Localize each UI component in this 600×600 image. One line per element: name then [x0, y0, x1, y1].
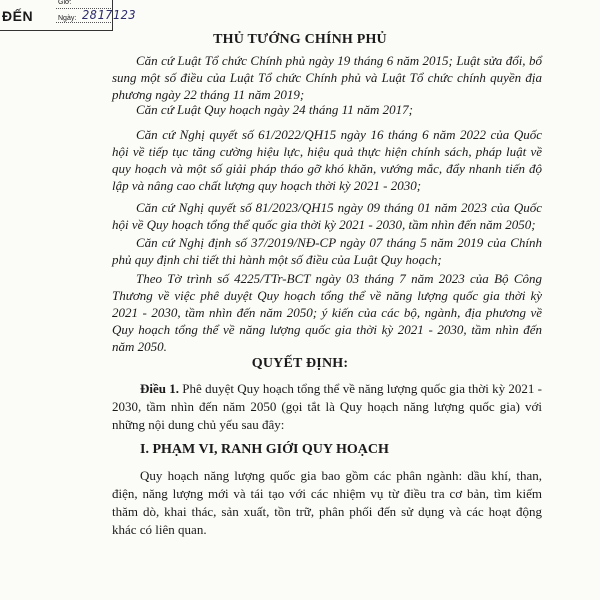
preamble-paragraph: Căn cứ Luật Quy hoạch ngày 24 tháng 11 năm 2017; [136, 102, 413, 117]
section-1-text: Quy hoạch năng lượng quốc gia bao gồm các phân ngành: dầu khí, than, điện, năng lượng mới và tái tạo với các nhiệm vụ từ điều tra cơ bản, tìm kiếm thăm dò, khai thác, sản xuất, tồn trữ, phân phối đến sử dụng và các hoạt động khác có liên quan. [112, 468, 542, 537]
preamble-paragraph: Căn cứ Luật Tổ chức Chính phủ ngày 19 tháng 6 năm 2015; Luật sửa đổi, bổ sung một số điều của Luật Tổ chức Chính phủ và Luật Tổ chức chính quyền địa phương ngày 22 tháng 11 năm 2019; [112, 53, 542, 102]
section-1-title: I. PHẠM VI, RANH GIỚI QUY HOẠCH [140, 442, 389, 457]
article-1 [112, 380, 542, 434]
issuer-title: THỦ TƯỚNG CHÍNH PHỦ [213, 32, 387, 47]
preamble-paragraph: Căn cứ Nghị định số 37/2019/NĐ-CP ngày 07 tháng 5 năm 2019 của Chính phủ quy định chi tiết thi hành một số điều của Luật Quy hoạch; [112, 235, 542, 267]
preamble-paragraph: Căn cứ Nghị quyết số 61/2022/QH15 ngày 16 tháng 6 năm 2022 của Quốc hội về tiếp tục tăng cường hiệu lực, hiệu quả thực hiện chính sách, pháp luật về quy hoạch và một số giải pháp tháo gỡ khó khăn, vướng mắc, đẩy nhanh tiến độ lập và nâng cao chất lượng quy hoạch thời kỳ 2021 - 2030; [112, 127, 542, 193]
stamp-gio-label: Giờ: [58, 0, 72, 6]
stamp-ngay-label: Ngày: [58, 15, 77, 22]
preamble-paragraph: Theo Tờ trình số 4225/TTr-BCT ngày 03 tháng 7 năm 2023 của Bộ Công Thương về việc phê duyệt Quy hoạch tổng thể về năng lượng quốc gia thời kỳ 2021 - 2030, tầm nhìn đến năm 2050; ý kiến của các bộ, ngành, địa phương về Quy hoạch tổng thể về năng lượng quốc gia thời kỳ 2021 - 2030, tầm nhìn đến năm 2050. [112, 271, 542, 354]
article-1-label: Điều 1. [140, 381, 180, 396]
stamp-den-label: ĐẾN [2, 8, 34, 24]
decision-title: QUYẾT ĐỊNH: [251, 356, 349, 371]
stamp-number: 2817123 [82, 8, 137, 22]
preamble-paragraph: Căn cứ Nghị quyết số 81/2023/QH15 ngày 09 tháng 01 năm 2023 của Quốc hội về Quy hoạch tổng thể quốc gia thời kỳ 2021 - 2030, tầm nhìn đến năm 2050; [112, 200, 542, 232]
article-1-text: Phê duyệt Quy hoạch tổng thể về năng lượng quốc gia thời kỳ 2021 - 2030, tầm nhìn đến năm 2050 (gọi tắt là Quy hoạch năng lượng quốc gia) với những nội dung chủ yếu sau đây: [112, 381, 542, 432]
stamp-divider [56, 22, 111, 23]
received-stamp [0, 0, 137, 31]
